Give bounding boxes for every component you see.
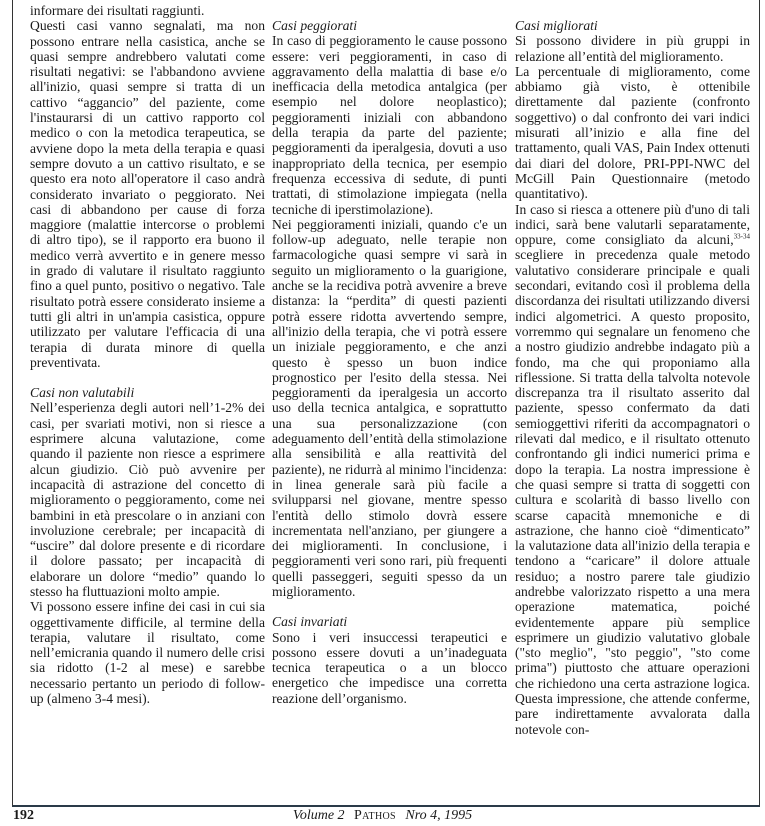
paragraph: Vi possono essere infine dei casi in cui sia oggettivamente difficile, al termine della terapia, valutare il risultato, come nell’emicrania quando il numero delle crisi sia ridotto (1-2 al mese) e sarebbe necessario pertanto un periodo di follow-up (almeno 3-4 mesi).	[30, 599, 265, 707]
issue: Nro 4, 1995	[405, 808, 473, 823]
paragraph: Questi casi vanno segnalati, ma non possono entrare nella casistica, anche se quasi sempre andrebbero valutati come risultati negativi: se l'abbandono avviene all'inizio, quasi sempre si tratta di un cattivo “aggancio” del paziente, come l'instaurarsi di un cattivo rapporto col medico o con la metodica terapeutica, se avviene dopo la meta della terapia e quasi sempre dovuto a un cattivo risultato, e se questo era noto all'operatore il caso andrà considerato invariato o peggiorato. Nei casi di abbandono per cause di forza maggiore (malattie intercorse o problemi di altro tipo), se il rapporto era buono il medico verrà avvertito e in genere messo in grado di valutare il risultato raggiunto fino a quel punto, positivo o negativo. Tale risultato potrà essere considerato insieme a tutti gli altri in un'ampia casistica, oppure utilizzato per valutare l'efficacia di una terapia di durata minore di quella preventivata.	[30, 18, 265, 370]
column-2	[272, 3, 507, 706]
column-1	[30, 3, 265, 706]
paragraph: Nell’esperienza degli autori nell’1-2% dei casi, per svariati motivi, non si riesce a esprimere alcuna valutazione, come quando il paziente non riesce a esprimere alcun giudizio. Ciò può avvenire per incapacità di astrazione del concetto di miglioramento o peggioramento, come nei bambini in età prescolare o in anziani con involuzione cerebrale; per incapacità di “uscire” dal dolore presente e di ricordare il dolore passato; per incapacità di elaborare un dolore “medio” quando lo stesso ha fluttuazioni molto ampie.	[30, 400, 265, 599]
page-number: 192	[13, 808, 34, 823]
paragraph: Si possono dividere in più gruppi in relazione all’entità del miglioramento.	[515, 33, 750, 64]
paragraph: In caso di peggioramento le cause possono essere: veri peggioramenti, in caso di aggravamento della malattia di base e/o inefficacia della metodica antalgica (per esempio nel dolore neoplastico); peggioramenti iniziali con abbandono della terapia da parte del paziente; peggioramenti da iperalgesia, dovuti a uso inappropriato della tecnica, per esempio frequenza eccessiva di sedute, di punti trattati, di stimolazione impiegata (nella tecniche di iperstimolazione).	[272, 33, 507, 217]
paragraph-with-reference	[515, 202, 750, 737]
page-footer	[0, 808, 765, 826]
volume: Volume 2	[292, 808, 345, 823]
paragraph: La percentuale di miglioramento, come abbiamo già visto, è ottenibile direttamente dal paziente (confronto soggettivo) o dal confronto dei vari indici misurati all’inizio e alla fine del trattamento, quali VAS, Pain Index ottenuti dai diari del dolore, PRI-PPI-NWC del McGill Pain Questionnaire (metodo quantitativo).	[515, 63, 750, 202]
journal-name: Pathos	[354, 808, 396, 823]
citation-reference[interactable]: 33-34	[733, 232, 750, 241]
section-heading-casi-non-valutabili: Casi non valutabili	[30, 385, 135, 401]
paragraph: Sono i veri insuccessi terapeutici e possono essere dovuti a un’inadeguata tecnica terapeutica o a un blocco energetico che impedisce una corretta reazione dell’organismo.	[272, 629, 507, 706]
paragraph: Nei peggioramenti iniziali, quando c'e un follow-up adeguato, nelle terapie non farmacologiche quasi sempre vi sarà in seguito un miglioramento o la guarigione, anche se la recidiva potrà avvenire a breve distanza: la “perdita” di questi pazienti potrà essere ridotta avvertendo sempre, all'inizio della terapia, che vi potrà essere un iniziale peggioramento, e che anzi questo è spesso un buon indice prognostico per l'esito della stessa. Nei peggioramenti da iperalgesia un accorto uso della tecnica antalgica, e soprattutto una sua personalizzazione (con adeguamento dell’entità della stimolazione alla sensibilità e alla reattività del paziente), ne ridurrà al minimo l'incidenza: in linea generale sarà più facile a svilupparsi nel giovane, mentre spesso l'entità dello stimolo dovrà essere incrementata nell'anziano, per giungere a dei miglioramenti. In conclusione, i peggioramenti veri sono rari, più frequenti quelli passeggeri, seguiti spesso da un miglioramento.	[272, 216, 507, 599]
section-heading-casi-invariati: Casi invariati	[272, 614, 348, 630]
column-3	[515, 3, 750, 737]
text: In caso si riesca a ottenere più d'uno di tali indici, sarà bene valutarli separatamente, oppure, come consigliato da alcuni,	[515, 201, 750, 248]
section-heading-casi-peggiorati: Casi peggiorati	[272, 18, 357, 33]
text: scegliere in precedenza quale metodo valutativo considerare principale e quali secondari, evitando così il problema della discordanza dei risultati utilizzando diversi indici algometrici. A questo proposito, vorremmo qui segnalare un fenomeno che a nostro giudizio andrebbe indagato più a fondo, ma che qui proponiamo alla riflessione. Si tratta della talvolta notevole discrepanza tra il risultato asserito dal paziente, spesso confermato da dati semioggettivi riferiti da accompagnatori o rilevati dal medico, e il risultato ottenuto confrontando gli indici numerici prima e dopo la terapia. La nostra impressione è che quasi sempre si tratta di soggetti con cultura e scolarità di basso livello con scarse capacità mnemoniche e di astrazione, che hanno cioè “dimenticato” la valutazione data all'inizio della terapia e tendono a “caricare” il dolore attuale residuo; a nostro parere tale giudizio andrebbe valorizzato rispetto a una mera operazione matematica, poiché evidentemente appare più semplice esprimere un giudizio valutativo globale ("sto meglio", "sto peggio", "sto come prima") piuttosto che attuare operazioni che richiedono una certa astrazione logica. Questa impressione, che attende conferme, pare indirettamente avvalorata dalla notevole con-	[515, 247, 750, 737]
journal-citation	[0, 808, 765, 824]
paragraph: informare dei risultati raggiunti.	[30, 3, 205, 18]
section-heading-casi-migliorati: Casi migliorati	[515, 18, 598, 33]
